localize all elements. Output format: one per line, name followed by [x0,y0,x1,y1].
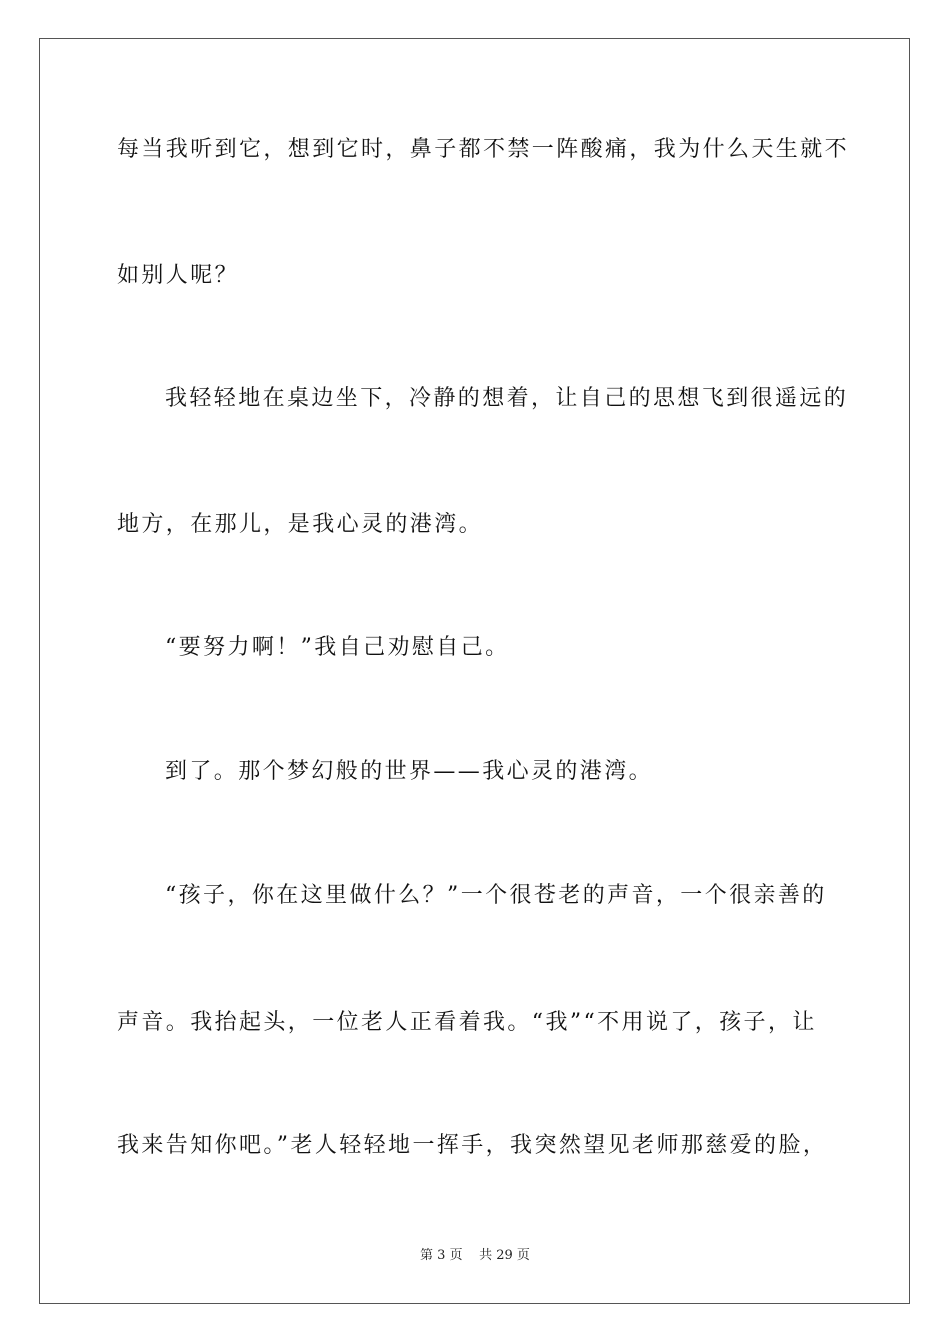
paragraph-line-1: 每当我听到它，想到它时，鼻子都不禁一阵酸痛，我为什么天生就不 [117,137,850,162]
page-footer [0,1248,950,1264]
page-number: 第 3 页 [420,1248,463,1263]
paragraph-line-7: “孩子，你在这里做什么？”一个很苍老的声音，一个很亲善的 [165,883,827,908]
paragraph-line-9: 我来告知你吧。”老人轻轻地一挥手，我突然望见老师那慈爱的脸， [117,1133,828,1158]
paragraph-line-2: 如别人呢？ [117,263,240,288]
page-border [39,38,910,1304]
paragraph-line-6: 到了。那个梦幻般的世界——我心灵的港湾。 [165,759,654,784]
page-total: 共 29 页 [479,1248,530,1263]
paragraph-line-5: “要努力啊！”我自己劝慰自己。 [165,635,510,660]
paragraph-line-3: 我轻轻地在桌边坐下，冷静的想着，让自己的思想飞到很遥远的 [165,386,849,411]
paragraph-line-8: 声音。我抬起头，一位老人正看着我。“我”“不用说了，孩子，让 [117,1010,817,1035]
paragraph-line-4: 地方，在那儿，是我心灵的港湾。 [117,512,484,537]
